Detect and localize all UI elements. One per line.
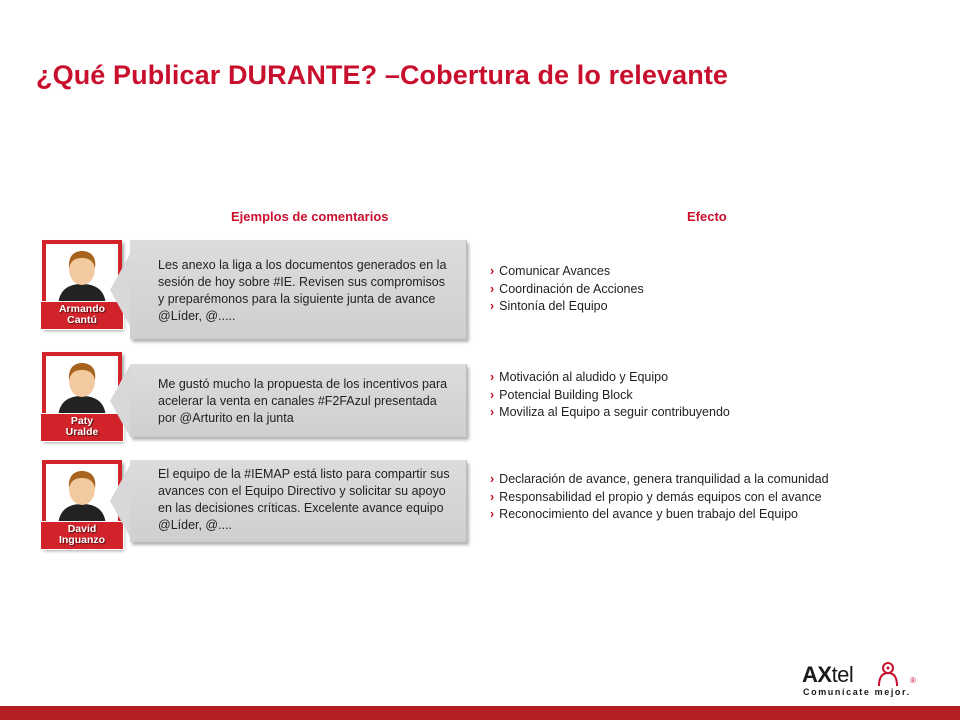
comment-row — [40, 460, 920, 552]
person-first-name: Armando — [58, 303, 106, 315]
effects-list — [490, 369, 730, 422]
comment-bubble — [130, 364, 467, 437]
person-last-name: Cantú — [67, 314, 97, 326]
effect-item: › Declaración de avance, genera tranquilidad a la comunidad — [490, 471, 829, 489]
person-silhouette-icon — [56, 358, 108, 420]
comment-text: Me gustó mucho la propuesta de los incentivos para acelerar la venta en canales #F2FAzul presentada por @Arturito en la junta — [158, 377, 448, 425]
comment-bubble — [130, 240, 467, 339]
person-silhouette-icon — [56, 466, 108, 528]
effect-item: › Moviliza al Equipo a seguir contribuyendo — [490, 404, 730, 422]
effect-item: › Potencial Building Block — [490, 387, 730, 405]
comment-row — [40, 352, 920, 444]
effect-item: › Comunicar Avances — [490, 263, 644, 281]
person-first-name: Paty — [70, 415, 94, 427]
header-effect: Efecto — [687, 209, 727, 224]
comment-text: El equipo de la #IEMAP está listo para compartir sus avances con el Equipo Directivo y solicitar su apoyo en las decisiones críticas. Excelente avance equipo @Líder, @.... — [158, 467, 450, 532]
effect-item: › Sintonía del Equipo — [490, 298, 644, 316]
person-last-name: Uralde — [65, 426, 99, 438]
comment-text: Les anexo la liga a los documentos generados en la sesión de hoy sobre #IE. Revisen sus compromisos y preparémonos para la siguiente junta de avance @Líder, @..... — [158, 258, 447, 323]
footer-bar — [0, 706, 960, 720]
person-first-name: David — [67, 523, 97, 535]
logo-tagline: Comunícate mejor. — [803, 687, 911, 697]
axtel-mascot-icon — [874, 660, 902, 688]
effect-item: › Reconocimiento del avance y buen trabajo del Equipo — [490, 506, 829, 524]
logo-brand-rest: tel — [831, 662, 854, 687]
logo-registered-mark: ® — [910, 676, 916, 685]
person-last-name: Inguanzo — [58, 534, 106, 546]
header-comment-examples: Ejemplos de comentarios — [231, 209, 389, 224]
axtel-logo — [802, 660, 920, 702]
effects-list — [490, 263, 644, 316]
logo-wordmark — [802, 662, 853, 688]
comment-row — [40, 240, 920, 332]
person-silhouette-icon — [56, 246, 108, 308]
effect-item: › Motivación al aludido y Equipo — [490, 369, 730, 387]
effects-list — [490, 471, 829, 524]
effect-item: › Coordinación de Acciones — [490, 281, 644, 299]
comment-bubble — [130, 460, 467, 542]
effect-item: › Responsabilidad el propio y demás equipos con el avance — [490, 489, 829, 507]
slide-title: ¿Qué Publicar DURANTE? –Cobertura de lo relevante — [36, 60, 729, 90]
logo-brand-bold: AX — [802, 662, 832, 687]
